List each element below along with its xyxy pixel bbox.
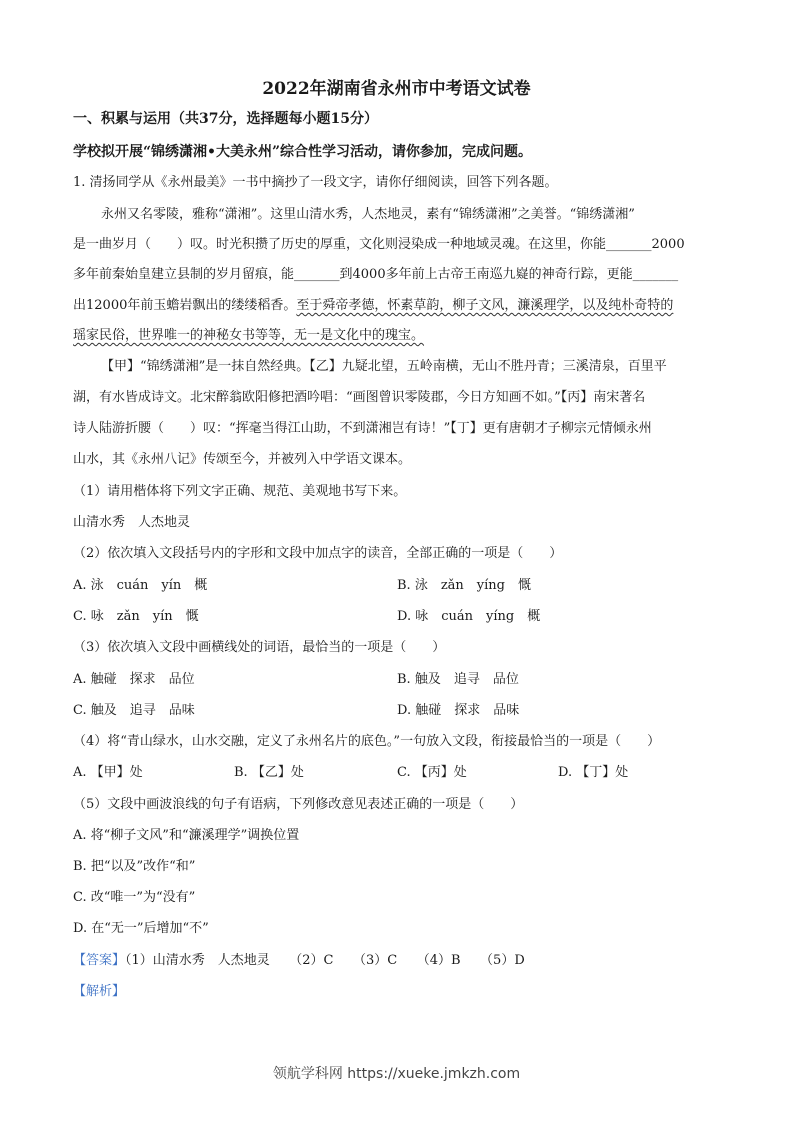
- passage2-line2: 湖，有水皆成诗文。北宋醉翁欧阳修把酒吟唱：“画图曾识零陵郡，今日方知画不如。”【丙】南宋著名: [73, 390, 646, 405]
- subquestion-3: （3）依次填入文段中画横线处的词语，最恰当的一项是（ ）: [73, 640, 446, 655]
- wavy-sentence-part1: 至于舜帝孝德，怀素草韵，柳子文风，濂溪理学，以及纯朴奇特的: [296, 298, 674, 313]
- sub3-option-d: D. 触碰 探求 品味: [397, 703, 520, 718]
- section-heading: 一、积累与运用（共37分，选择题每小题15分）: [73, 111, 378, 127]
- subquestion-1-text: 山清水秀 人杰地灵: [73, 515, 191, 530]
- question-1-prompt: 1. 清扬同学从《永州最美》一书中摘抄了一段文字，请你仔细阅读，回答下列各题。: [73, 175, 558, 190]
- answer-label: 【答案】: [73, 953, 126, 968]
- subquestion-5: （5）文段中画波浪线的句子有语病，下列修改意见表述正确的一项是（ ）: [73, 797, 524, 812]
- passage1-line4: [73, 297, 673, 315]
- sub5-option-b: B. 把“以及”改作“和”: [73, 859, 196, 874]
- analysis-label: 【解析】: [73, 984, 126, 999]
- sub4-option-a: A. 【甲】处: [73, 765, 143, 780]
- answer-text: （1）山清水秀 人杰地灵 （2）C （3）C （4）B （5）D: [125, 953, 525, 968]
- sub3-option-a: A. 触碰 探求 品位: [73, 672, 195, 687]
- sub2-option-a: A. 泳 cuán yín 概: [73, 578, 208, 593]
- passage1-line3: 多年前秦始皇建立县制的岁月留痕，能_______到4000多年前上古帝王南巡九嶷的神奇行踪，更能_______: [73, 267, 679, 282]
- subquestion-2: （2）依次填入文段括号内的字形和文段中加点字的读音，全部正确的一项是（ ）: [73, 546, 563, 561]
- passage2-line3: 诗人陆游折腰（ ）叹：“挥毫当得江山助，不到潇湘岂有诗！”【丁】更有唐朝才子柳宗元情倾永州: [73, 421, 652, 436]
- sub5-option-d: D. 在“无一”后增加“不”: [73, 921, 209, 936]
- passage2-line1: 【甲】“锦绣潇湘”是一抹自然经典。【乙】九疑北望，五岭南横，无山不胜丹青；三溪清泉，百里平: [101, 359, 667, 374]
- passage1-line4-text: 出12000年前玉蟾岩飘出的缕缕稻香。: [73, 298, 297, 313]
- sub4-option-b: B. 【乙】处: [234, 765, 304, 780]
- sub2-option-c: C. 咏 zǎn yín 慨: [73, 609, 199, 624]
- page-title: 2022年湖南省永州市中考语文试卷: [262, 79, 531, 99]
- passage1-line1: 永州又名零陵，雅称“潇湘”。这里山清水秀，人杰地灵，素有“锦绣潇湘”之美誉。“锦绣潇湘”: [101, 207, 635, 222]
- answer-line: [73, 952, 525, 970]
- footer-watermark: 领航学科网 https://xueke.jmkzh.com: [272, 1066, 521, 1082]
- sub5-option-c: C. 改“唯一”为“没有”: [73, 890, 196, 905]
- wavy-sentence-part2: 瑶家民俗，世界唯一的神秘女书等等，无一是文化中的瑰宝。: [73, 328, 425, 343]
- sub2-option-b: B. 泳 zǎn yíng 慨: [397, 578, 531, 593]
- sub4-option-d: D. 【丁】处: [558, 765, 629, 780]
- sub3-option-b: B. 触及 追寻 品位: [397, 672, 519, 687]
- subquestion-4: （4）将“青山绿水，山水交融，定义了永州名片的底色。”一句放入文段，衔接最恰当的一项是（ ）: [73, 734, 661, 749]
- sub3-option-c: C. 触及 追寻 品味: [73, 703, 195, 718]
- sub2-option-d: D. 咏 cuán yíng 概: [397, 609, 541, 624]
- sub5-option-a: A. 将“柳子文风”和“濂溪理学”调换位置: [73, 828, 300, 843]
- activity-intro: 学校拟开展“锦绣潇湘•大美永州”综合性学习活动，请你参加，完成问题。: [73, 144, 533, 160]
- passage1-line2: 是一曲岁月（ ）叹。时光积攒了历史的厚重，文化则浸染成一种地域灵魂。在这里，你能_______2000: [73, 237, 685, 252]
- passage2-line4: 山水，其《永州八记》传颂至今，并被列入中学语文课本。: [73, 452, 412, 467]
- sub4-option-c: C. 【丙】处: [397, 765, 467, 780]
- subquestion-1: （1）请用楷体将下列文字正确、规范、美观地书写下来。: [73, 484, 407, 499]
